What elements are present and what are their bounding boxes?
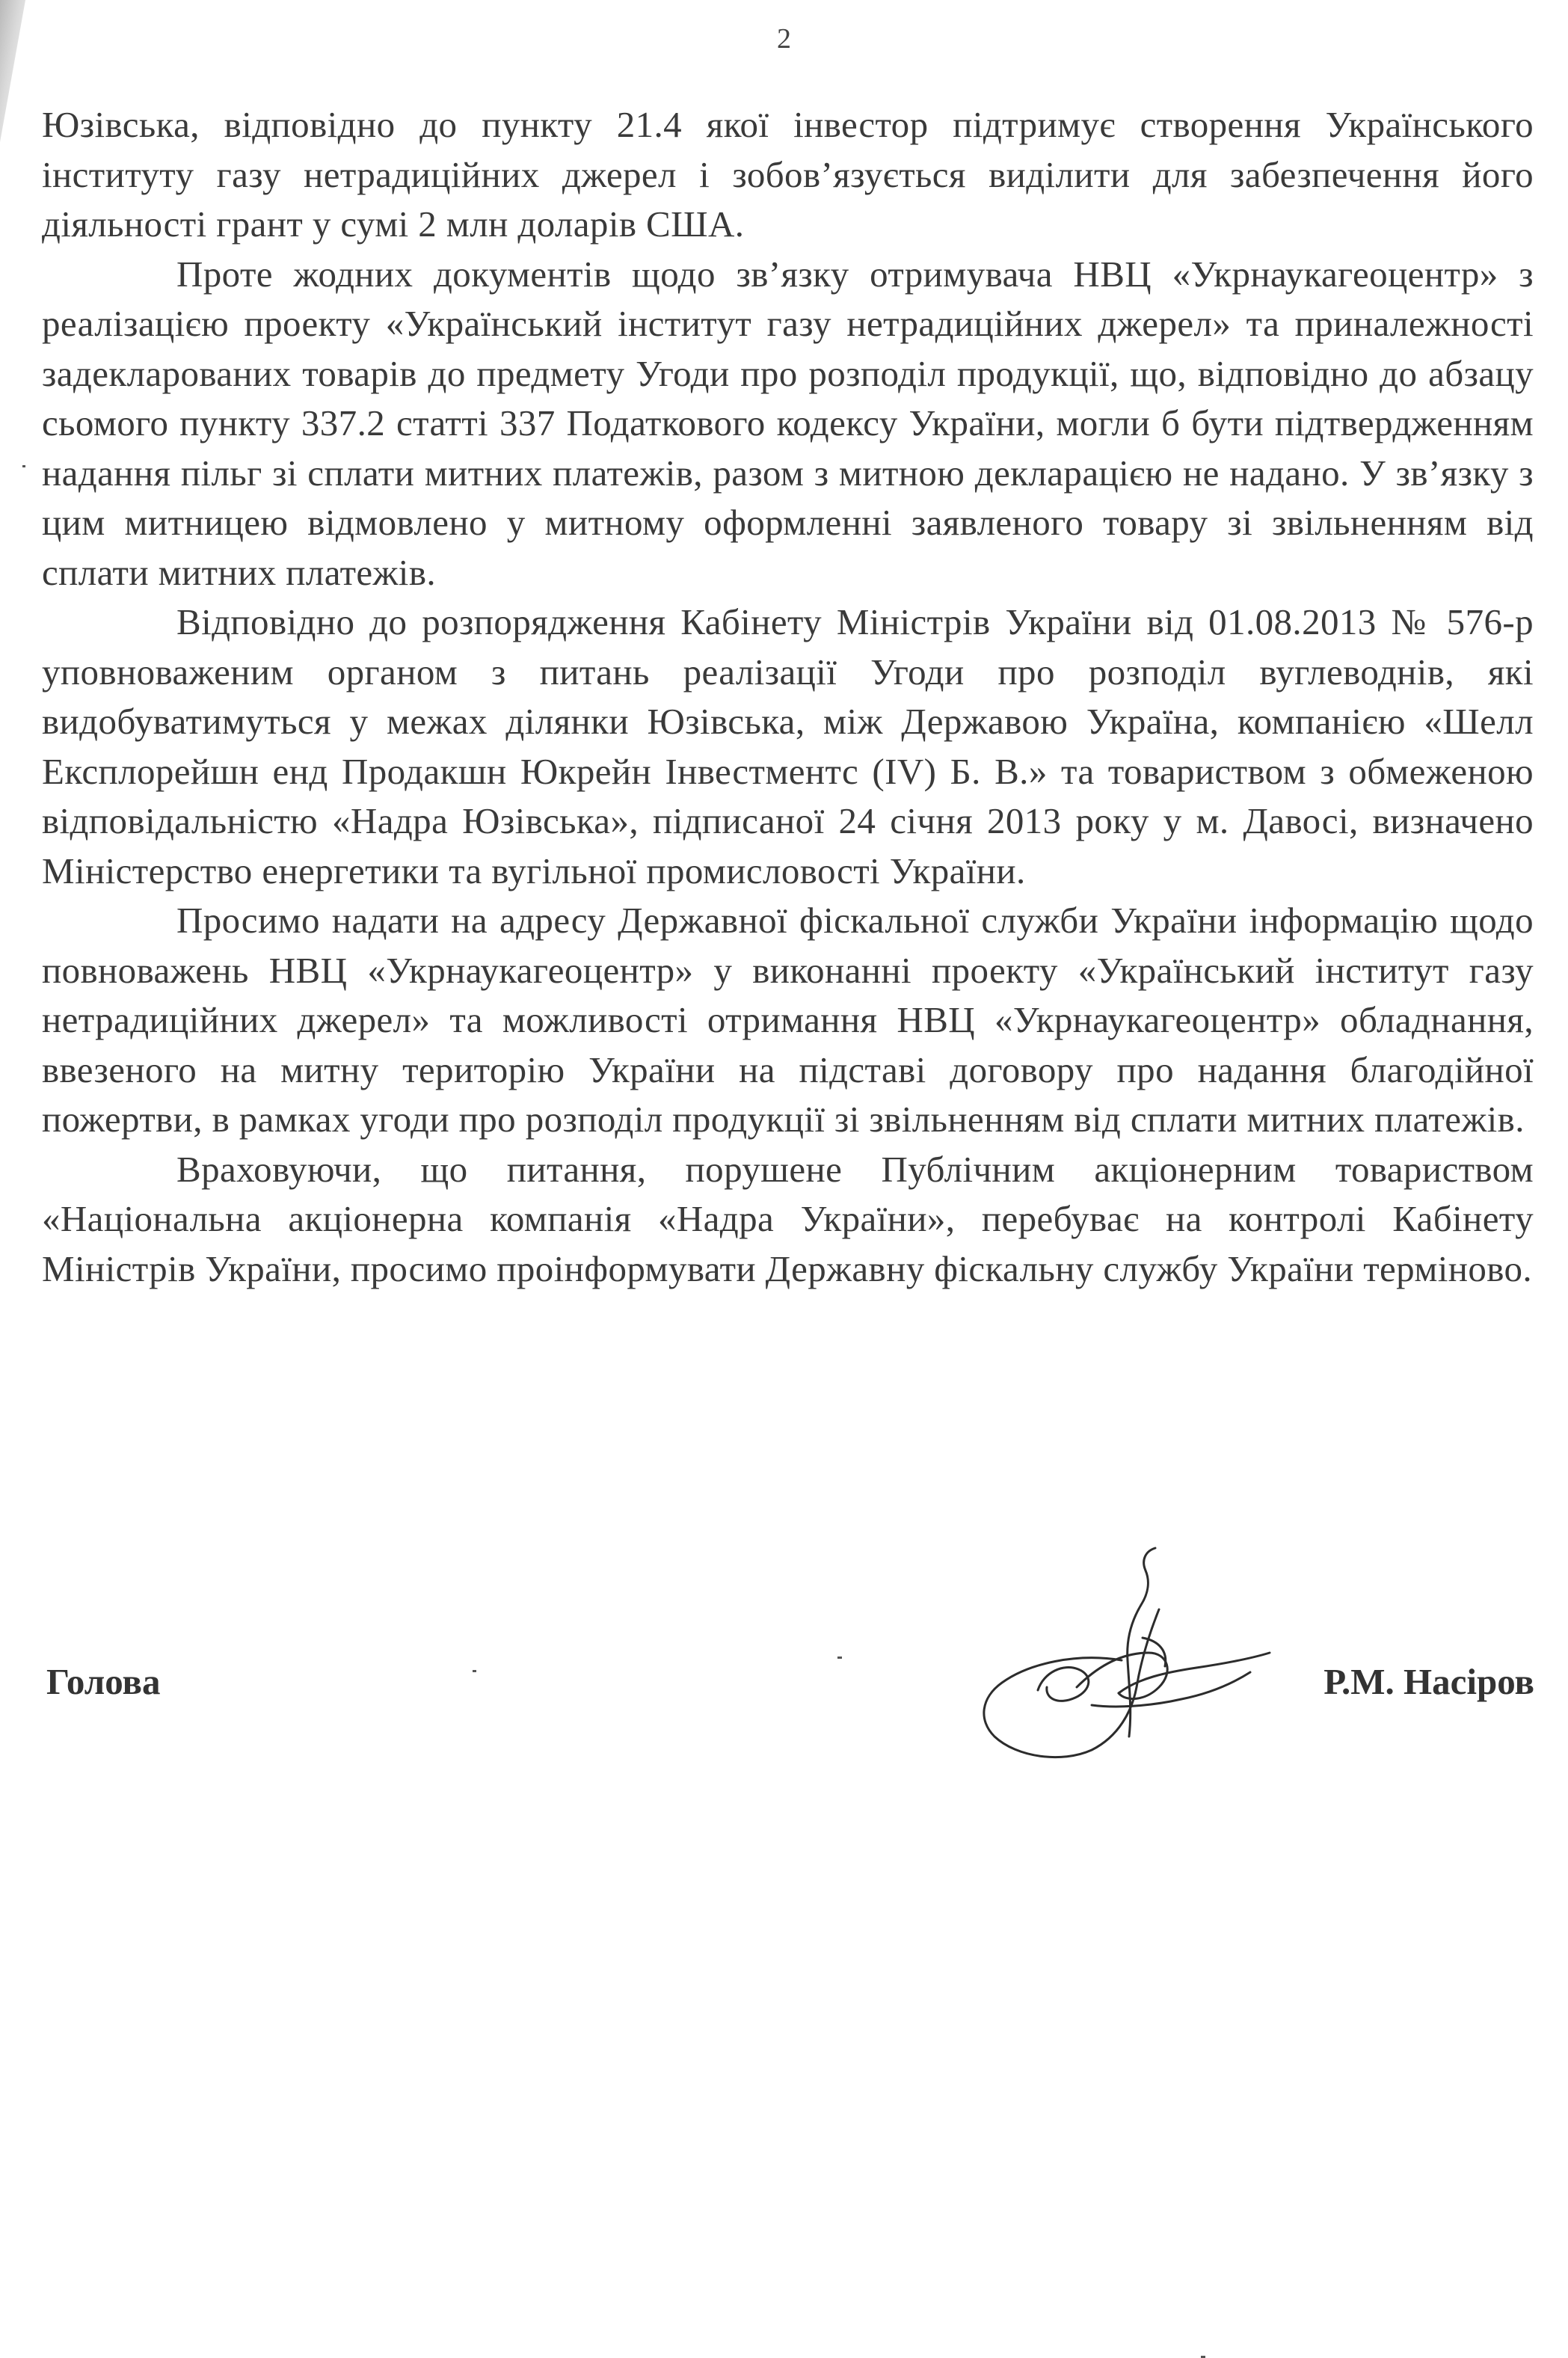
paragraph-urgency: Враховуючи, що питання, порушене Публічним акціонерним товариством «Національна акціонерна компанія «Надра України», перебуває на контролі Кабінету Міністрів України, просимо проінформувати Державну фіскальну службу України терміново.	[42, 1148, 1534, 1289]
signature-block	[46, 1660, 1534, 1705]
scan-speck	[837, 1657, 842, 1659]
signatory-name: Р.М. Насіров	[1323, 1661, 1534, 1702]
scan-speck	[473, 1670, 476, 1672]
signatory-title: Голова	[46, 1661, 161, 1702]
scan-speck	[22, 465, 25, 467]
paragraph-no-documents: Проте жодних документів щодо зв’язку отримувача НВЦ «Укрнаукагеоцентр» з реалізацією проекту «Український інститут газу нетрадиційних джерел» та приналежності задекларованих товарів до предмету Угоди про розподіл продукції, що, відповідно до абзацу сьомого пункту 337.2 статті 337 Податкового кодексу України, могли б бути підтвердженням надання пільг зі сплати митних платежів, разом з митною декларацією не надано. У зв’язку з цим митницею відмовлено у митному оформленні заявленого товару зі звільненням від сплати митних платежів.	[42, 253, 1534, 593]
paragraph-request: Просимо надати на адресу Державної фіскальної служби України інформацію щодо повноважень НВЦ «Укрнаукагеоцентр» у виконанні проекту «Український інститут газу нетрадиційних джерел» та можливості отримання НВЦ «Укрнаукагеоцентр» обладнання, ввезеного на митну територію України на підставі договору про надання благодійної пожертви, в рамках угоди про розподіл продукції зі звільненням від сплати митних платежів.	[42, 900, 1534, 1140]
paragraph-cabinet-order: Відповідно до розпорядження Кабінету Міністрів України від 01.08.2013 № 576-р уповноваженим органом з питань реалізації Угоди про розподіл вуглеводнів, які видобуватимуться у межах ділянки Юзівська, між Державою Україна, компанією «Шелл Експлорейшн енд Продакшн Юкрейн Інвестментс (IV) Б. В.» та товариством з обмеженою відповідальністю «Надра Юзівська», підписаної 24 січня 2013 року у м. Давосі, визначено Міністерство енергетики та вугільної промисловості України.	[42, 601, 1534, 891]
handwritten-signature	[972, 1541, 1286, 1765]
paragraph-continuation: Юзівська, відповідно до пункту 21.4 якої інвестор підтримує створення Українського інституту газу нетрадиційних джерел і зобов’язується виділити для забезпечення його діяльності грант у сумі 2 млн доларів США.	[42, 104, 1534, 245]
page-number: 2	[777, 23, 791, 55]
letter-body	[42, 100, 1534, 1294]
scan-edge-shadow	[0, 0, 25, 142]
